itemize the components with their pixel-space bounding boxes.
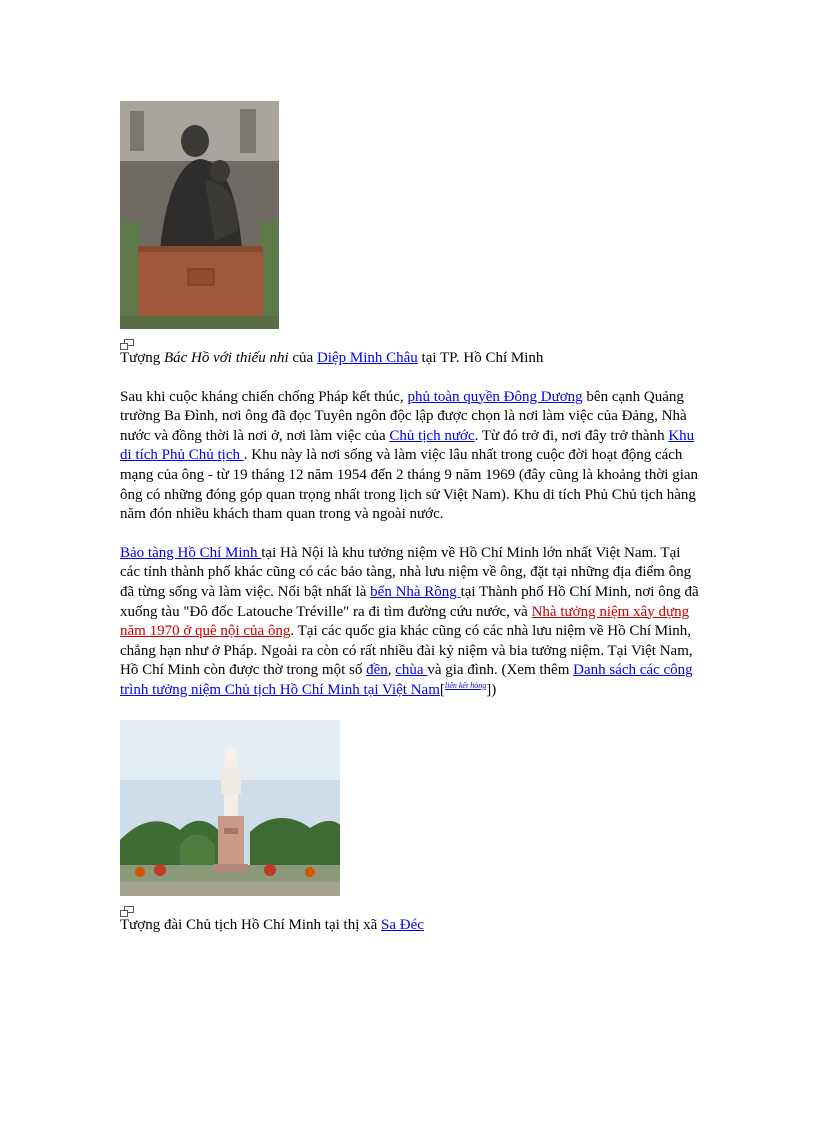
enlarge-icon[interactable] xyxy=(120,337,134,348)
spacer xyxy=(120,701,700,720)
image2-caption: Tượng đài Chủ tịch Hồ Chí Minh tại thị xã Sa Đéc xyxy=(120,916,424,933)
link-danh-sach-cong-trinh-tuong-niem[interactable]: Danh sách các công trình tưởng niệm Chủ tịch Hồ Chí Minh tại Việt Nam xyxy=(120,662,693,698)
enlarge-icon[interactable] xyxy=(120,904,134,915)
paragraph-phu-chu-tich: Sau khi cuộc kháng chiến chống Pháp kết thúc, phủ toàn quyền Đông Dương bên cạnh Quảng trường Ba Đình, nơi ông đã đọc Tuyên ngôn độc lập được chọn là nơi làm việc của Đảng, Nhà nước và đồng thời là nơi ở, nơi làm việc của Chủ tịch nước. Từ đó trở đi, nơi đây trở thành Khu di tích Phủ Chủ tịch . Khu này là nơi sống và làm việc lâu nhất trong cuộc đời hoạt động cách mạng của ông - từ 19 tháng 12 năm 1954 đến 2 tháng 9 năm 1969 (đây cũng là khoảng thời gian ông có những đóng góp quan trọng nhất trong lịch sử Việt Nam). Khu di tích Phủ Chủ tịch hàng năm đón nhiều khách tham quan trong và ngoài nước. xyxy=(120,388,699,523)
caption-italic-title: Bác Hồ với thiếu nhi xyxy=(163,350,289,366)
broken-link-reference[interactable]: liên kết hỏng xyxy=(444,680,487,690)
link-diep-minh-chau[interactable]: Diệp Minh Châu xyxy=(316,350,418,366)
link-khu-di-tich-phu-chu-tich[interactable]: Khu di tích Phủ Chủ tịch xyxy=(120,427,695,464)
document-page xyxy=(120,101,700,935)
link-sa-dec[interactable]: Sa Đéc xyxy=(381,916,424,933)
link-phu-toan-quyen-dong-duong[interactable]: phủ toàn quyền Đông Dương xyxy=(407,388,583,405)
spacer xyxy=(120,369,700,388)
link-den[interactable]: đền xyxy=(366,662,388,679)
link-ben-nha-rong[interactable]: bến Nhà Rồng xyxy=(370,583,461,600)
paragraph-bao-tang: Bảo tàng Hồ Chí Minh tại Hà Nội là khu tưởng niệm về Hồ Chí Minh lớn nhất Việt Nam. Tại các tỉnh thành phố khác cũng có các bảo tàng, nhà lưu niệm về ông, đặt tại những địa điểm ông đã từng sống và làm việc. Nổi bật nhất là bến Nhà Rồng tại Thành phố Hồ Chí Minh, nơi ông đã xuống tàu "Đô đốc Latouche Tréville" ra đi tìm đường cứu nước, và Nhà tưởng niệm xây dựng năm 1970 ở quê nội của ông. Tại các quốc gia khác cũng có các nhà lưu niệm về Hồ Chí Minh, chẳng hạn như ở Pháp. Ngoài ra còn có rất nhiều đài kỷ niệm và bia tưởng niệm. Tại Việt Nam, Hồ Chí Minh còn được thờ trong một số đền, chùa và gia đình. (Xem thêm Danh sách các công trình tưởng niệm Chủ tịch Hồ Chí Minh tại Việt Nam[$^{liên kết hỏng}$]) xyxy=(120,544,699,698)
spacer xyxy=(120,525,700,544)
link-nha-tuong-niem-que-noi[interactable]: Nhà tưởng niệm xây dựng năm 1970 ở quê nội của ông xyxy=(120,603,690,640)
statue-photo-bac-ho-voi-thieu-nhi[interactable] xyxy=(120,101,279,329)
image1-caption: Tượng Bác Hồ với thiếu nhi của Diệp Minh Châu tại TP. Hồ Chí Minh xyxy=(120,350,544,366)
link-bao-tang-ho-chi-minh[interactable]: Bảo tàng Hồ Chí Minh xyxy=(120,544,262,561)
link-chua[interactable]: chùa xyxy=(395,662,428,679)
link-chu-tich-nuoc[interactable]: Chủ tịch nước xyxy=(389,427,475,444)
statue-photo-sa-dec[interactable] xyxy=(120,720,340,896)
